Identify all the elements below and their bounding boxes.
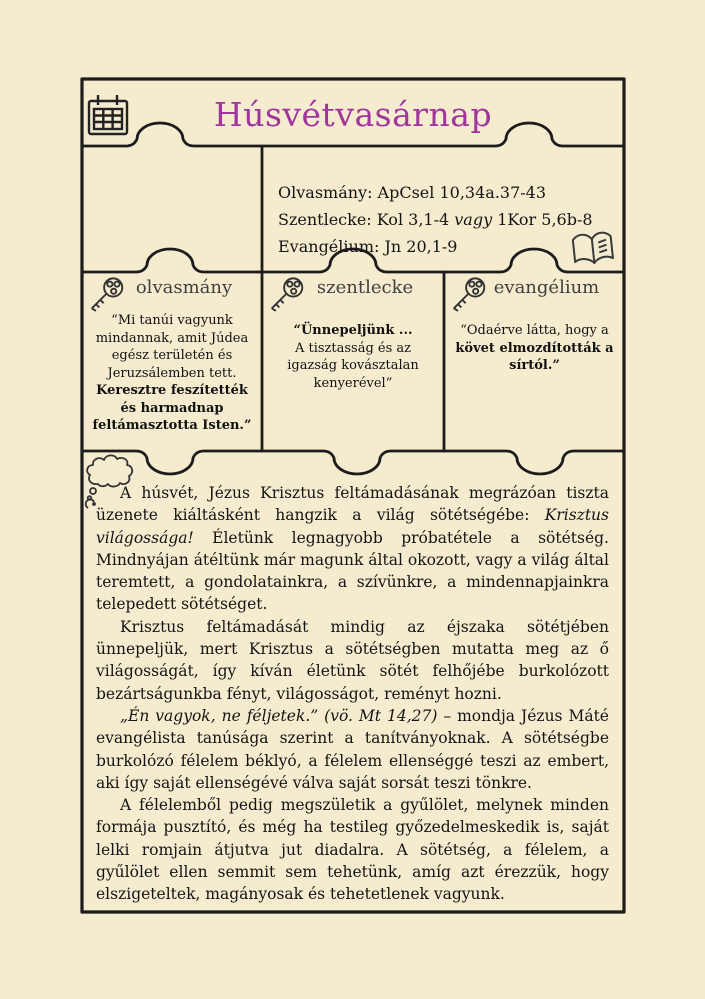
column-quote-olvasmany: “Mi tanúi vagyunk mindannak, amit Júdea egész területén és Jeruzsálemben tett. Keresztre feszítették és harmadnap feltámasztotta Isten.” [92,313,252,433]
reading-szentlecke: Szentlecke: Kol 3,1-4 vagy 1Kor 5,6b-8 [278,210,593,229]
column-label-olvasmany: olvasmány [135,277,233,298]
paragraph-1: A húsvét, Jézus Krisztus feltámadásának megrázóan tiszta üzenete kiáltásként hangzik a világ sötétségébe: Krisztus világossága! Életünk legnagyobb próbatétele a sötétség. Mindnyájan átéltünk már magunk által okozott, vagy a világ által teremtett, a gondolatainkra, a szívünkre, a mindennapjainkra telepedett sötétséget. [96,484,609,614]
page-title: Húsvétvasárnap [213,95,493,134]
column-szentlecke [264,277,442,392]
paragraph-2: Krisztus feltámadását mindig az éjszaka sötétjében ünnepeljük, mert Krisztus a sötétségben mutatta meg az ő világosságát, így kíván életünk sötét felhőjébe burkolózott bezártságunkba fényt, világosságot, reményt hozni. [96,617,609,703]
column-quote-szentlecke: “Ünnepeljünk ... A tisztasság és az igazság kovásztalan kenyerével” [287,323,419,391]
paragraph-4: A félelemből pedig megszületik a gyűlölet, melynek minden formája pusztító, és még ha testileg győzedelmeskedik is, saját lelki romjain átjutva jut diadalra. A sötétség, a félelem, a gyűlölet ellen semmit sem tehetünk, amíg azt érezzük, hogy elszigeteltek, magányosak és tehetetlenek vagyunk. [96,796,609,904]
paragraph-3: „Én vagyok, ne féljetek.” (vö. Mt 14,27) – mondja Jézus Máté evangélista tanúsága szerint a tanítványoknak. A sötétségbe burkolózó félelem béklyó, a félelem ellenséggé teszi az embert, aki így saját ellenségévé válva saját sorsát teszi tönkre. [96,706,609,792]
commentary-text [96,482,609,906]
column-evangelium [446,277,623,375]
reading-olvasmany: Olvasmány: ApCsel 10,34a.37-43 [278,183,547,202]
column-label-evangelium: evangélium [493,277,600,298]
reading-evangelium: Evangélium: Jn 20,1-9 [278,237,458,256]
open-book-icon [567,227,621,274]
readings-list [278,179,593,260]
column-olvasmany [84,277,260,435]
column-quote-evangelium: “Odaérve látta, hogy a követ elmozdították a sírtól.” [455,323,614,373]
column-label-szentlecke: szentlecke [316,277,414,298]
